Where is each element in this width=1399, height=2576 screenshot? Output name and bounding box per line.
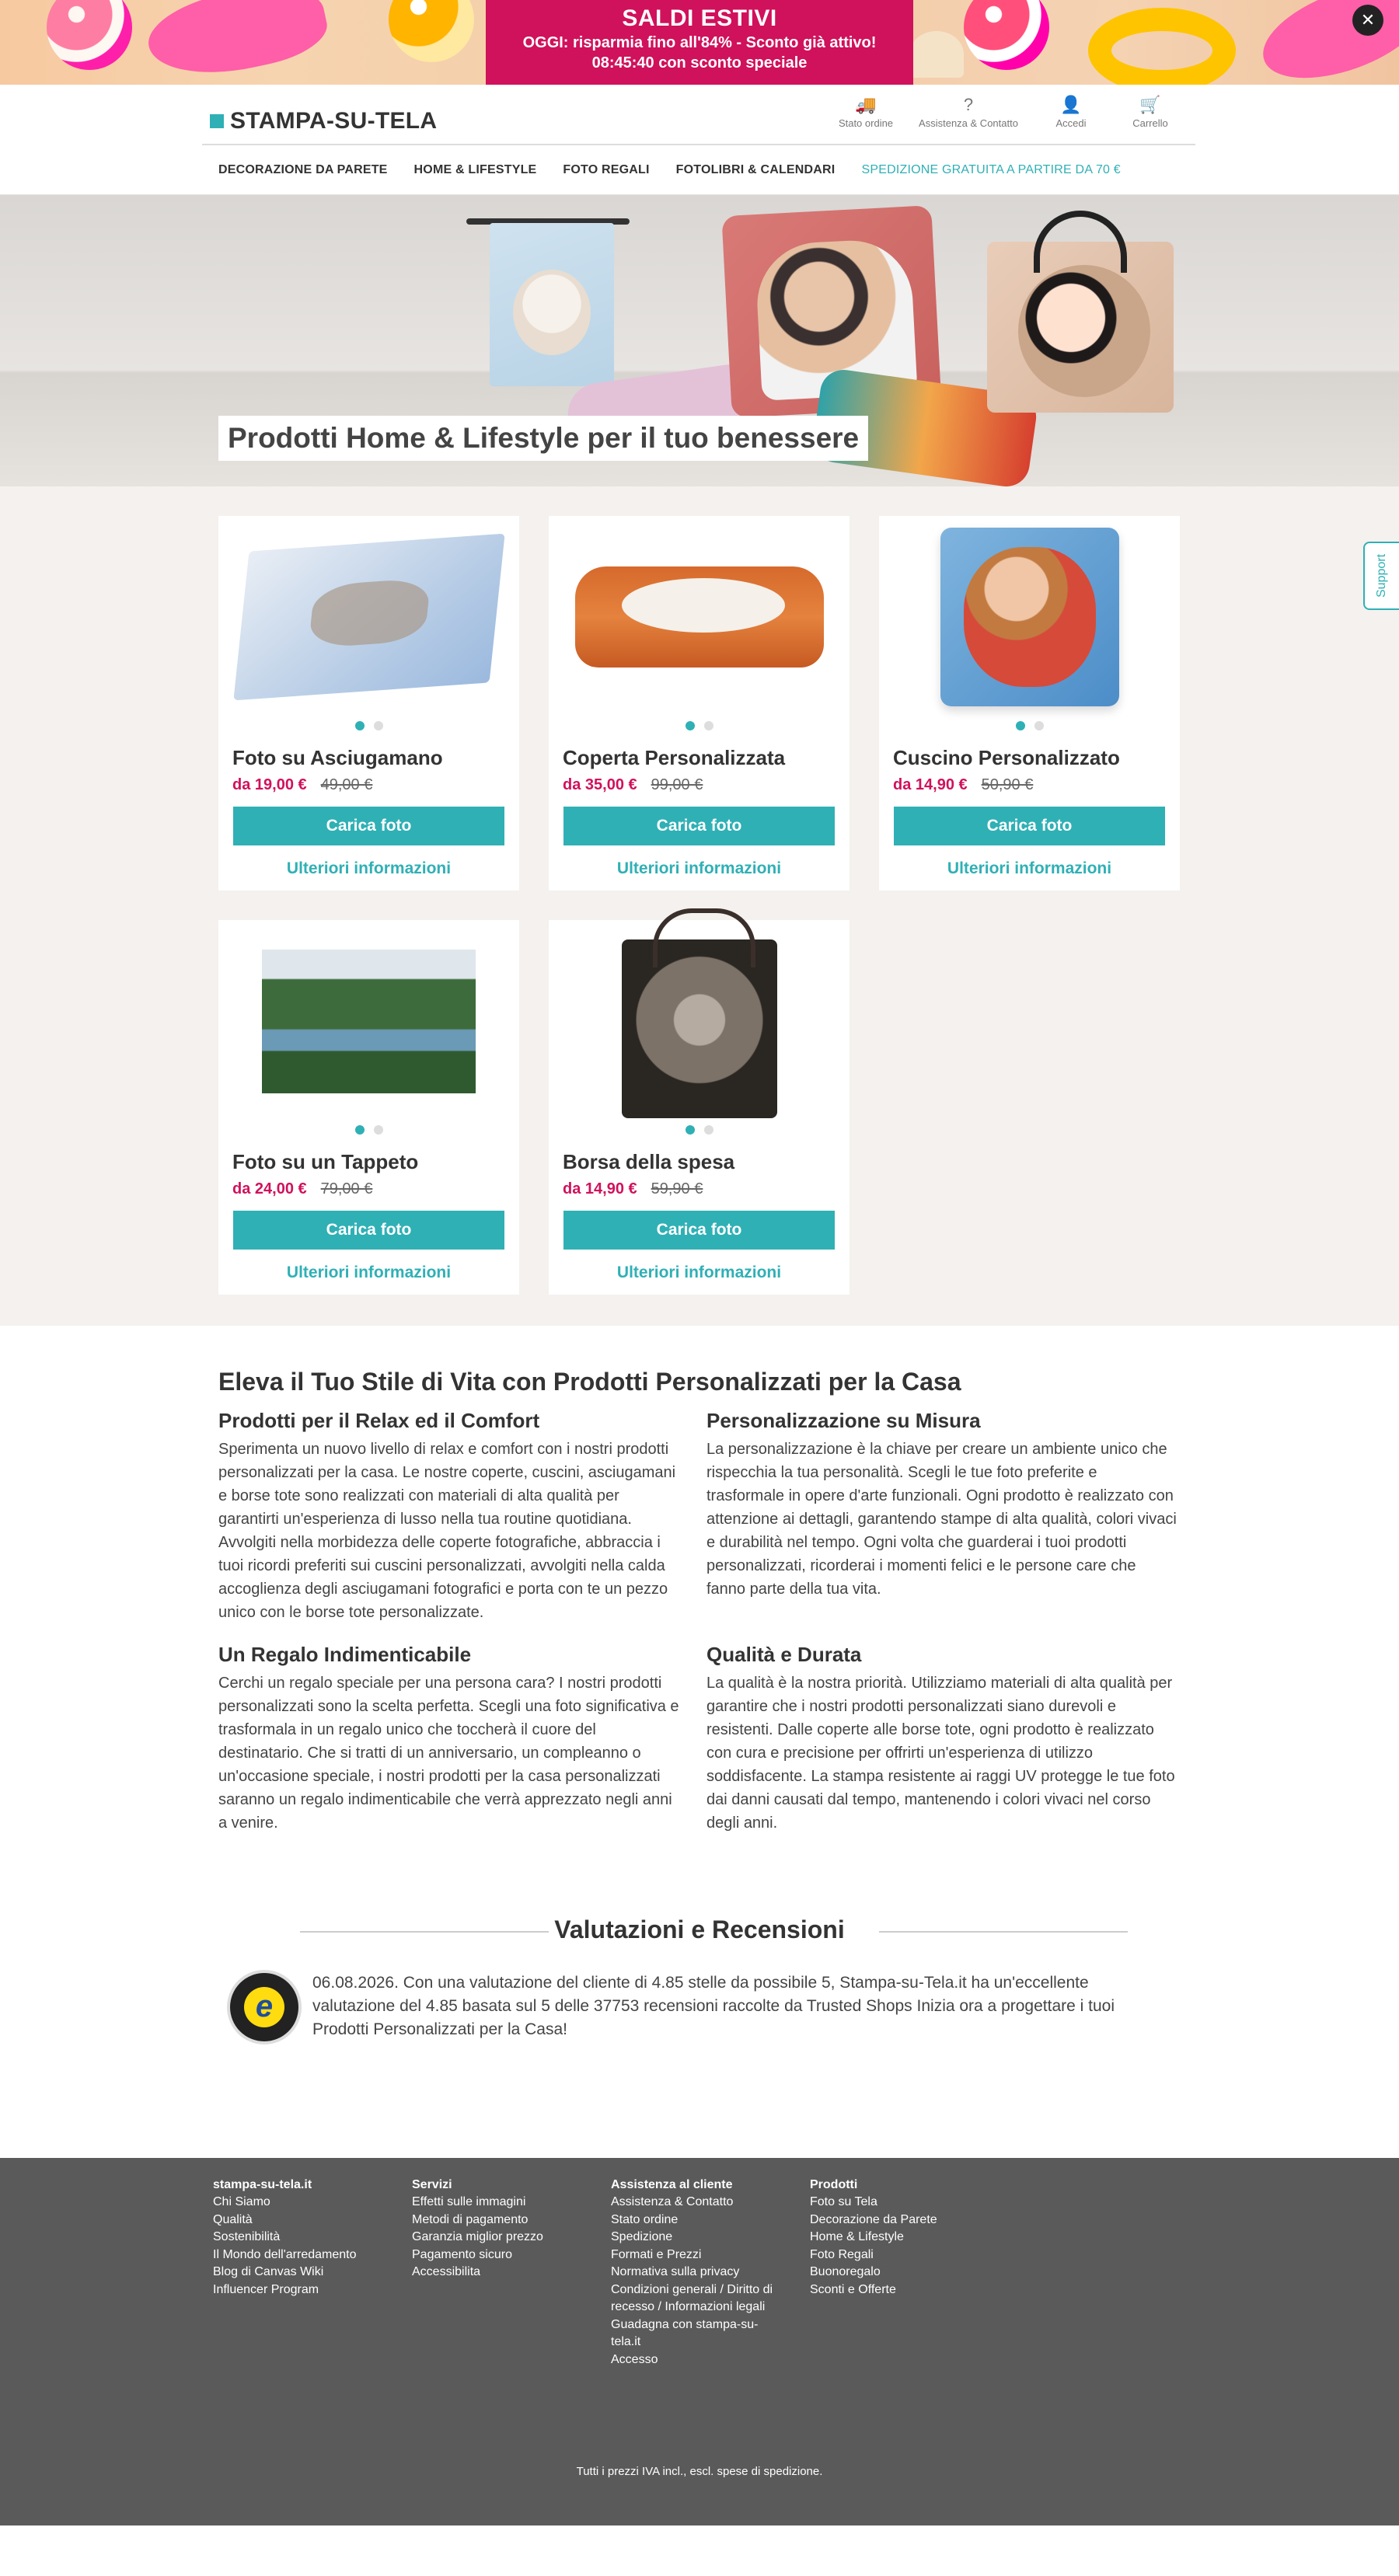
info-block-title: Prodotti per il Relax ed il Comfort [218,1409,540,1432]
footer-link[interactable]: Guadagna con stampa-su-tela.it [611,2317,759,2348]
beach-ball-decoration [47,0,132,70]
product-grid-section [0,486,1399,1326]
footer-link[interactable]: Home & Lifestyle [810,2230,904,2243]
more-info-link[interactable]: Ulteriori informazioni [286,859,452,877]
footer-link[interactable]: Sostenibilità [213,2230,281,2243]
promo-box[interactable] [486,0,913,85]
support-contact-label: Assistenza & Contatto [919,117,1018,129]
promo-subtitle: OGGI: risparmia fino all'84% - Sconto già attivo! [522,34,877,51]
seal-letter: e [244,1987,284,2027]
info-section [0,1326,1399,1835]
info-block [218,1643,682,1835]
info-block [706,1643,1179,1835]
carousel-dot[interactable] [1016,721,1025,730]
nav-item-wall-decor[interactable]: DECORAZIONE DA PARETE [218,162,388,176]
carousel-dot[interactable] [355,721,365,730]
product-title[interactable]: Coperta Personalizzata [563,746,786,769]
swim-ring-decoration [1088,8,1236,85]
product-title[interactable]: Borsa della spesa [563,1150,735,1173]
product-card-blanket[interactable] [549,516,850,891]
more-info-link[interactable]: Ulteriori informazioni [616,1264,782,1281]
carousel-dot[interactable] [1034,721,1044,730]
carousel-dots [218,1122,519,1138]
footer-link[interactable]: Pagamento sicuro [412,2247,512,2261]
upload-photo-button[interactable]: Carica foto [233,807,504,845]
site-header [0,85,1399,145]
footer-column-title: stampa-su-tela.it [213,2178,312,2191]
carousel-dots [218,718,519,734]
product-card-towel[interactable] [218,516,519,891]
reviews-body [0,1951,1399,2044]
info-grid [218,1409,1399,1835]
help-icon: ? [963,95,974,114]
promo-banner [0,0,1399,85]
reviews-header [0,1912,1399,1951]
info-block-text: La personalizzazione è la chiave per creare un ambiente unico che rispecchia la tua personalità. Scegli le tue foto preferite e trasformale in opere d'arte funzionali. Ogni prodotto è realizzato con attenzione ai dettagli, garantendo stampe di alta qualità, colori vivaci e durabilità nel tempo. Ogni volta che guarderai i tuoi prodotti personalizzati, ricorderai i momenti felici e le persone care che fanno parte della tua vita. [706,1441,1177,1598]
product-card-tote-bag[interactable] [549,920,850,1295]
product-title[interactable]: Foto su Asciugamano [232,746,443,769]
shell-decoration [909,31,964,78]
price-old: 50,90 € [981,776,1034,793]
hero-banner [0,195,1399,486]
product-title[interactable]: Foto su un Tappeto [232,1150,419,1173]
reviews-divider-right [879,1931,1128,1933]
footer-link[interactable]: Condizioni generali / Diritto di recesso / Informazioni legali [611,2282,773,2313]
carousel-dot[interactable] [374,721,383,730]
product-image[interactable] [218,920,519,1122]
footer-link[interactable]: Formati e Prezzi [611,2247,702,2261]
cart-icon: 🛒 [1139,95,1161,114]
footer-column-title: Assistenza al cliente [611,2178,733,2191]
footer-column [810,2178,1009,2369]
info-block-text: La qualità è la nostra priorità. Utilizziamo materiali di alta qualità per garantire che i nostri prodotti personalizzati siano durevoli e resistenti. Dalle coperte alle borse tote, ogni prodotto è realizzato con cura e precisione per offrirti un'esperienza di utilizzo soddisfacente. La stampa resistente ai raggi UV protegge le tue foto dai danni causati dal tempo, mantenendo i colori vivaci nel corso degli anni. [706,1675,1175,1832]
footer-columns [213,2178,1009,2369]
price-current: da 14,90 € [893,776,968,793]
carousel-dots [549,718,850,734]
footer-link[interactable]: Blog di Canvas Wiki [213,2265,324,2278]
promo-timer: 08:45:40 con sconto speciale [591,54,808,71]
product-image[interactable] [549,920,850,1122]
login-link[interactable] [1040,96,1102,129]
upload-photo-button[interactable]: Carica foto [563,807,835,845]
price-old: 59,90 € [651,1180,703,1197]
footer-link[interactable]: Qualità [213,2212,253,2226]
logo-square-icon [210,114,224,128]
upload-photo-button[interactable]: Carica foto [233,1211,504,1250]
product-card-rug[interactable] [218,920,519,1295]
price-current: da 35,00 € [563,776,637,793]
footer-link[interactable]: Normativa sulla privacy [611,2265,740,2278]
product-price [563,776,836,794]
order-status-link[interactable] [835,96,897,129]
footer-link[interactable]: Garanzia miglior prezzo [412,2230,543,2243]
support-contact-link[interactable] [914,96,1023,129]
footer-column [213,2178,412,2369]
carousel-dots [879,718,1180,734]
reviews-text: 06.08.2026. Con una valutazione del cliente di 4.85 stelle da possibile 5, Stampa-su-Tela.it ha un'eccellente valutazione del 4.85 basata sul 5 delle 37753 recensioni raccolte da Trusted Shops Inizia ora a progettare i tuoi Prodotti Personalizzati per la Casa! [312,1974,1115,2038]
carousel-dot[interactable] [374,1125,383,1135]
product-price [563,1180,836,1198]
product-image[interactable] [549,516,850,718]
footer-price-note: Tutti i prezzi IVA incl., escl. spese di spedizione. [576,2465,823,2478]
carousel-dot[interactable] [686,721,695,730]
reviews-section [0,1835,1399,2044]
carousel-dot[interactable] [704,721,713,730]
price-old: 49,00 € [320,776,373,793]
product-image[interactable] [879,516,1180,718]
reviews-title: Valutazioni e Recensioni [554,1915,845,1943]
trusted-shops-seal-icon[interactable] [227,1970,302,2044]
product-grid [218,516,1399,1295]
product-price [893,776,1166,794]
footer-link[interactable]: Accessibilita [412,2265,481,2278]
order-status-label: Stato ordine [838,117,894,129]
price-old: 99,00 € [651,776,703,793]
info-block [706,1409,1179,1624]
footer-column [412,2178,611,2369]
info-block-text: Sperimenta un nuovo livello di relax e comfort con i nostri prodotti personalizzati per la casa. Le nostre coperte, cuscini, asciugamani e borse tote sono realizzati con materiali di alta qualità per garantirti un'esperienza di lusso nella tua routine quotidiana. Avvolgiti nella morbidezza delle coperte fotografiche, abbraccia i tuoi ricordi preferiti sui cuscini personalizzati, avvolgiti nella calda accoglienza degli asciugamani fotografici e porta con te un pezzo unico con le borse tote personalizzate. [218,1441,676,1621]
user-icon: 👤 [1060,95,1082,114]
info-block-title: Qualità e Durata [706,1643,862,1666]
footer-link[interactable]: Buonoregalo [810,2265,881,2278]
hero-towel-image [490,223,614,386]
nav-item-home-lifestyle[interactable]: HOME & LIFESTYLE [413,162,537,176]
more-info-link[interactable]: Ulteriori informazioni [286,1264,452,1281]
site-footer [0,2158,1399,2525]
promo-title: SALDI ESTIVI [622,5,777,31]
logo-text: STAMPA-SU-TELA [230,108,438,134]
beach-ball-decoration [964,0,1049,70]
truck-icon: 🚚 [855,95,877,114]
price-current: da 24,00 € [232,1180,307,1197]
support-label: Support [1375,553,1389,598]
info-block-text: Cerchi un regalo speciale per una persona cara? I nostri prodotti personalizzati sono la scelta perfetta. Scegli una foto significativa e trasformala in un regalo unico che toccherà il cuore del destinatario. Che si tratti di un anniversario, un compleanno o un'occasione speciale, i nostri prodotti per la casa personalizzati saranno un regalo indimenticabile che verrà apprezzato negli anni a venire. [218,1675,679,1832]
info-block [218,1409,682,1624]
footer-column-title: Servizi [412,2178,452,2191]
support-tab[interactable] [1363,542,1399,610]
info-block-title: Un Regalo Indimenticabile [218,1643,472,1666]
carousel-dot[interactable] [704,1125,713,1135]
login-label: Accedi [1055,117,1087,129]
hero-title: Prodotti Home & Lifestyle per il tuo benessere [218,416,868,461]
footer-link[interactable]: Foto Regali [810,2247,874,2261]
flamingo-float-decoration [141,0,333,85]
logo[interactable] [210,108,437,134]
close-icon[interactable]: ✕ [1352,5,1383,36]
footer-link[interactable]: Accesso [611,2352,658,2366]
nav-item-photo-gifts[interactable]: FOTO REGALI [563,162,650,176]
header-divider [202,144,1195,145]
upload-photo-button[interactable]: Carica foto [563,1211,835,1250]
footer-link[interactable]: Il Mondo dell'arredamento [213,2247,357,2261]
footer-link[interactable]: Spedizione [611,2230,673,2243]
cart-label: Carrello [1132,117,1168,129]
product-title[interactable]: Cuscino Personalizzato [893,746,1120,769]
product-image[interactable] [218,516,519,718]
footer-link[interactable]: Stato ordine [611,2212,679,2226]
footer-link[interactable]: Decorazione da Parete [810,2212,937,2226]
upload-photo-button[interactable]: Carica foto [894,807,1165,845]
nav-item-photobooks[interactable]: FOTOLIBRI & CALENDARI [675,162,836,176]
product-card-pillow[interactable] [879,516,1180,891]
more-info-link[interactable]: Ulteriori informazioni [616,859,782,877]
footer-column-title: Prodotti [810,2178,858,2191]
footer-link[interactable]: Assistenza & Contatto [611,2195,734,2208]
price-current: da 14,90 € [563,1180,637,1197]
info-heading: Eleva il Tuo Stile di Vita con Prodotti Personalizzati per la Casa [218,1368,961,1396]
footer-link[interactable]: Influencer Program [213,2282,319,2296]
carousel-dot[interactable] [355,1125,365,1135]
product-price [232,1180,505,1198]
footer-link[interactable]: Effetti sulle immagini [412,2195,526,2208]
main-nav [0,145,1399,195]
carousel-dots [549,1122,850,1138]
product-price [232,776,505,794]
carousel-dot[interactable] [686,1125,695,1135]
info-block-title: Personalizzazione su Misura [706,1409,981,1432]
nav-free-shipping[interactable]: SPEDIZIONE GRATUITA A PARTIRE DA 70 € [861,162,1121,176]
footer-link[interactable]: Sconti e Offerte [810,2282,896,2296]
footer-link[interactable]: Foto su Tela [810,2195,877,2208]
footer-column [611,2178,810,2369]
price-current: da 19,00 € [232,776,307,793]
cart-link[interactable] [1119,96,1181,129]
more-info-link[interactable]: Ulteriori informazioni [947,859,1112,877]
hero-bag-image [987,242,1174,413]
footer-link[interactable]: Chi Siamo [213,2195,270,2208]
header-icons [835,96,1181,129]
price-old: 79,00 € [320,1180,373,1197]
beach-ball-decoration [389,0,474,62]
footer-link[interactable]: Metodi di pagamento [412,2212,529,2226]
